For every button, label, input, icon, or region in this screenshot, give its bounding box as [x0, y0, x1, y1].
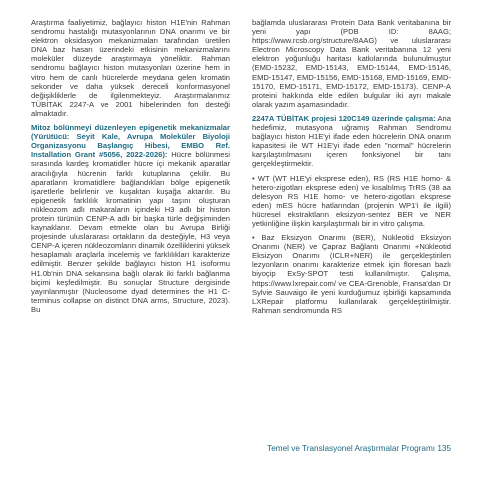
bullet-ber-ner-study: • WT (WT H1E'yi eksprese eden), RS (RS H1E homo- & hetero-zigotları eksprese eden) ve kısaltılmış TrRS (38 aa delesyon RS H1E homo- ve hetero-zigotları eksprese eden) mES hücre hatlarından (projenin WP1'i ile ilgili) hücresel ekstraktların eksizyon-sentez BER ve NER yetkinliğine ilişkin karşılaştırmalı bir in vitro çalışma. [252, 173, 451, 228]
tubitak-project-heading: 2247A TÜBİTAK projesi 120C149 üzerinde çalışma: [252, 113, 436, 123]
mitosis-project-paragraph [31, 123, 230, 314]
mitosis-project-heading: Mitoz bölünmeyi düzenleyen epigenetik mekanizmalar (Yürütücü: Seyit Kale, Avrupa Moleküler Biyoloji Organizasyonu Başlangıç Hibesi, EMBO Ref. Installation Grant #5056, 2022-2026): [31, 123, 230, 160]
mitosis-project-body: Hücre bölünmesi sırasında kardeş kromatidler hücre içi mekanik aparatlar aracılığıyla hücrenin farklı kutuplarına çekilir. Bu aparatların kromatidlere bağlandıkları bölge epigenetik işaretlerle belirlenir ve kuşaktan kuşağa aktarılır. Bu epigenetik farklılık kromatinin yapı taşını oluşturan nükleozom adlı makaraların içindeki H3 adlı bir histon protein türünün CENP-A adlı bir başka türle değişiminden kaynaklanır. Devam etmekte olan bu Avrupa Birliği projesinde uluslararası ortakların da desteğiyle, H3 veya CENP-A içeren nükleozomların dinamik özelliklerini yüksek hesaplamalı araçlarla incelemiş ve farklılıkları karakterize edilmiştir. Benzer şekilde bağlayıcı histon H1 isoformu H1.0b'nin DNA sekansına bağlı olarak iki farklı bağlanma biçimi keşfedilmiştir. Bu sonuçlar Structure dergisinde yayınlanmıştır (Nucleosome dyad determines the H1 C-terminus collapse on distinct DNA arms, Structure, 2023). Bu [31, 150, 230, 314]
left-column [31, 18, 230, 319]
right-column [252, 18, 451, 320]
databank-paragraph: bağlamda uluslararası Protein Data Bank veritabanına bir yeni yapı (PDB ID: 8AAG; https://www.rcsb.org/structure/8AAG) ve uluslararası Electron Microscopy Data Bank veritabanına 12 yeni elektron yoğunluğu haritası katkılarında bulunulmuştur (EMD-15232, EMD-15143, EMD-15144, EMD-15146, EMD-15147, EMD-15156, EMD-15168, EMD-15169, EMD-15170, EMD-15171, EMD-15172, EMD-15173). CENP-A proteini hakkında elde edilen bulgular iki ayrı makale olarak yazım aşamasındadır. [252, 18, 451, 109]
bullet-exsy-spot-test: • Baz Eksizyon Onarımı (BER), Nükleotid Eksizyon Onarımı (NER) ve Çapraz Bağlantı Onarımı +Nükleotid Eksizyon Onarımı (ICLR+NER) ile gerçekleştirilen lezyonların onarımı karakterize etmek için floresan bazlı biyoçip ExSy-SPOT testi kullanılmıştır. Çalışma, https://www.lxrepair.com/ ve CEA-Grenoble, Fransa'dan Dr Sylvie Sauvaigo ile yeni kurduğumuz işbirliği kapsamında LXRepair platformu kullanılarak gerçekleştirilmiştir. Rahman sendromunda RS [252, 233, 451, 315]
intro-paragraph: Araştırma faaliyetimiz, bağlayıcı histon H1E'nin Rahman sendromu hastalığı mutasyonlarının DNA onarımı ve bir elektron oksidasyon mekanizmaları tarafından üretilen DNA baz hasarı üzerindeki etkisinin mekanizmalarını moleküler düzeyde araştırmaya yöneliktir. Rahman sendromu bağlayıcı histon mutasyonları üzerine hem in vitro hem de canlı hücrelerde meydana gelen kromatin sekonder ve daha yüksek dereceli konformasyonel değişikliklerle de ilgilenmekteyiz. Araştırmalarımız TÜBİTAK 2247-A ve 2001 hibelerinden fon desteği almaktadır. [31, 18, 230, 118]
tubitak-project-body: Ana hedefimiz, mutasyona uğramış Rahman Sendromu bağlayıcı histon H1E'yi ifade eden hücrelerin DNA onarım kapasitesi ile WT H1E'yi ifade eden "normal" hücrelerin karşılaştırılmasını içeren fonksiyonel bir tanı gerçekleştirmektir. [252, 113, 452, 169]
page-footer: Temel ve Translasyonel Araştırmalar Programı 135 [267, 444, 451, 453]
tubitak-project-paragraph [252, 114, 451, 169]
